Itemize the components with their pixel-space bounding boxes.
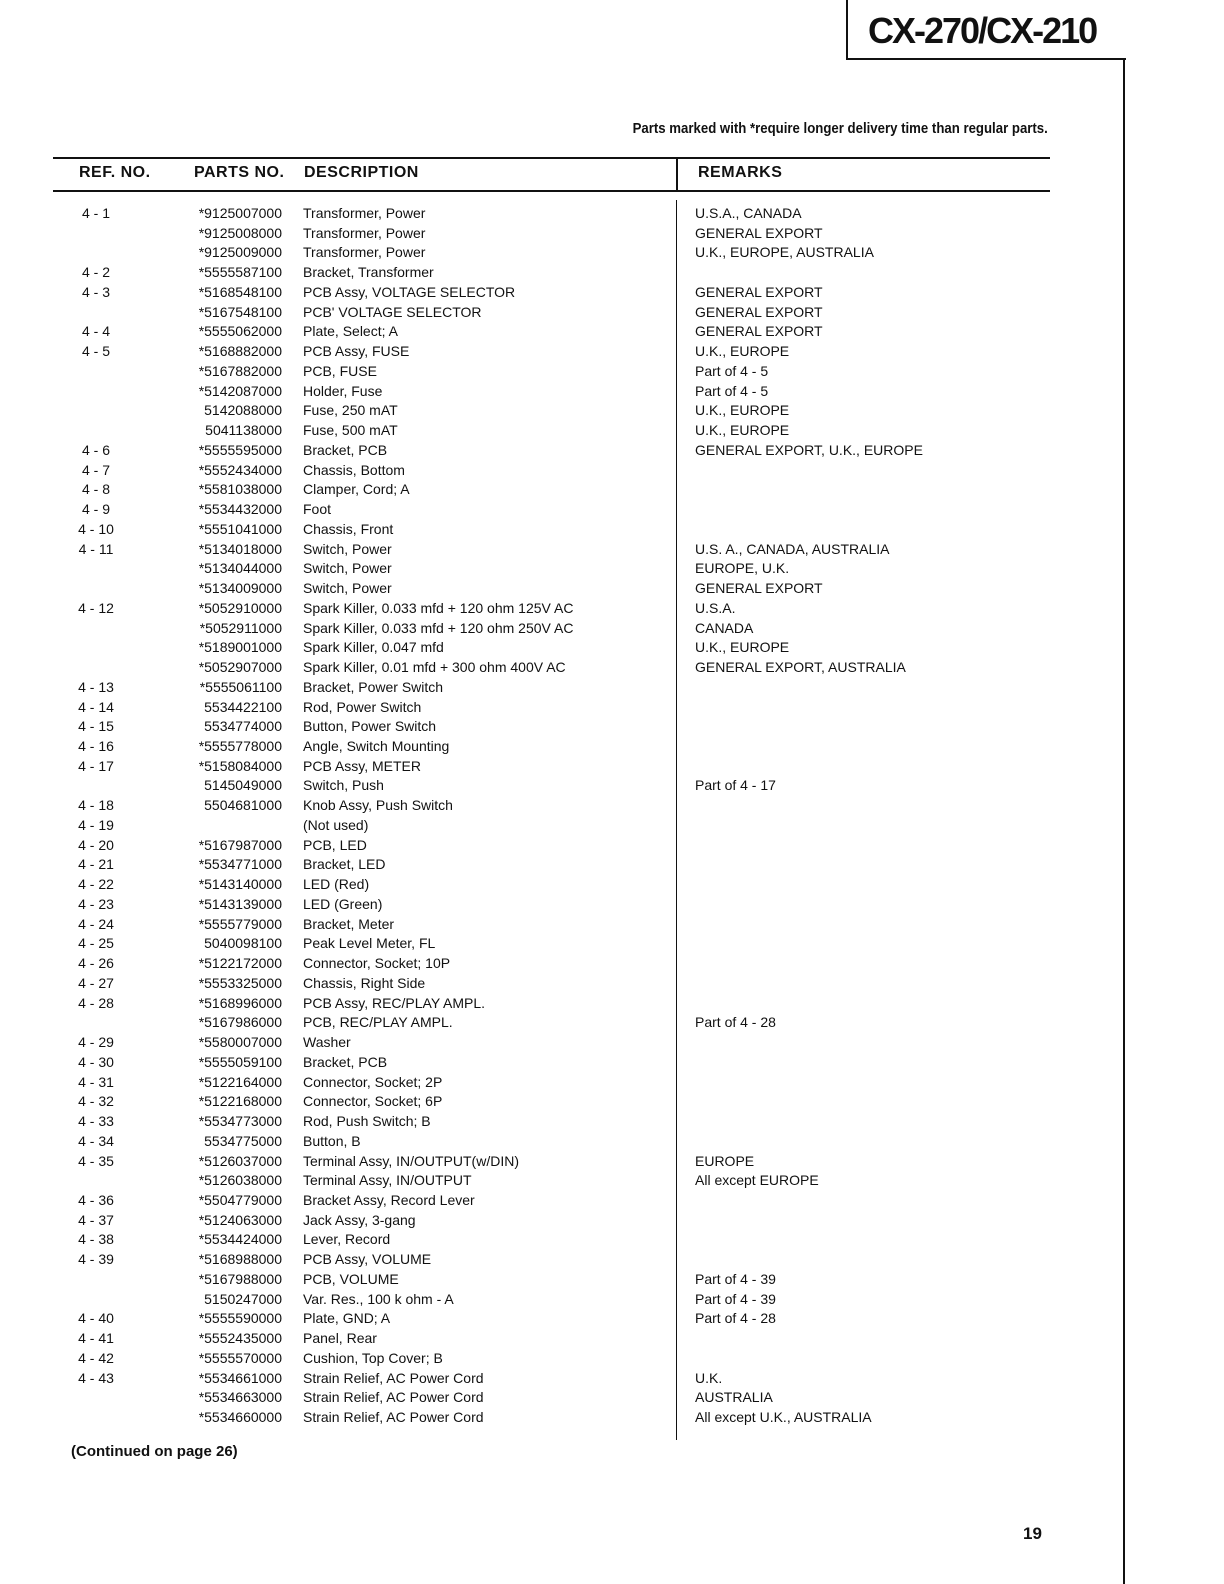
table-row [0,225,1224,245]
description-cell: Connector, Socket; 6P [303,1093,443,1110]
table-row [0,718,1224,738]
table-row [0,1014,1224,1034]
ref-cell: 4 - 43 [78,1369,114,1386]
part-number-cell: *5534773000 [198,1113,282,1130]
ref-cell: 4 - 5 [81,343,110,360]
description-cell: PCB Assy, METER [303,757,421,774]
title-box [846,0,1126,60]
table-row [0,758,1224,778]
description-cell: Connector, Socket; 2P [303,1073,443,1090]
header-part: PARTS NO. [194,164,285,181]
description-cell: PCB, VOLUME [303,1270,399,1287]
table-row [0,264,1224,284]
part-number-cell: *5124063000 [198,1211,282,1228]
ref-cell: 4 - 30 [78,1053,114,1070]
part-number-cell: *5167882000 [198,362,282,379]
table-row [0,1370,1224,1390]
part-number-cell: 5504681000 [204,797,282,814]
ref-cell: 4 - 3 [81,283,110,300]
part-number-cell: *5534424000 [198,1231,282,1248]
table-row [0,422,1224,442]
remarks-cell: U.K. [695,1369,723,1386]
description-cell: Terminal Assy, IN/OUTPUT(w/DIN) [303,1152,519,1169]
ref-cell: 4 - 40 [78,1310,114,1327]
ref-cell: 4 - 23 [78,895,114,912]
header-divider [676,157,678,192]
description-cell: Panel, Rear [303,1330,377,1347]
description-cell: Switch, Power [303,560,392,577]
part-number-cell: *5167987000 [198,836,282,853]
table-row [0,343,1224,363]
ref-cell: 4 - 34 [78,1132,114,1149]
description-cell: Fuse, 500 mAT [303,422,398,439]
description-cell: Chassis, Front [303,520,394,537]
description-cell: Switch, Power [303,540,392,557]
remarks-cell: GENERAL EXPORT [695,303,823,320]
description-cell: (Not used) [303,816,369,833]
ref-cell: 4 - 26 [78,955,114,972]
remarks-cell: Part of 4 - 39 [695,1270,776,1287]
table-row [0,521,1224,541]
part-number-cell: 5534774000 [204,718,282,735]
part-number-cell: *5122164000 [198,1073,282,1090]
part-number-cell: *5167548100 [198,303,282,320]
table-row [0,995,1224,1015]
description-cell: Spark Killer, 0.033 mfd + 120 ohm 250V AC [303,619,574,636]
ref-cell: 4 - 35 [78,1152,114,1169]
table-row [0,1172,1224,1192]
remarks-cell: Part of 4 - 5 [695,382,769,399]
part-number-cell: *5555587100 [198,264,282,281]
description-cell: PCB, LED [303,836,367,853]
table-row [0,935,1224,955]
table-row [0,699,1224,719]
table-row [0,205,1224,225]
description-cell: LED (Red) [303,876,370,893]
part-number-cell: *5167988000 [198,1270,282,1287]
table-row [0,817,1224,837]
part-number-cell: *5052907000 [198,659,282,676]
header-ref: REF. NO. [79,164,151,181]
ref-cell: 4 - 27 [78,974,114,991]
part-number-cell: *5052910000 [198,599,282,616]
table-row [0,1271,1224,1291]
part-number-cell: 5150247000 [204,1290,282,1307]
part-number-cell: *5143140000 [198,876,282,893]
table-row [0,1113,1224,1133]
table-row [0,304,1224,324]
remarks-cell: U.S.A., CANADA [695,205,802,221]
part-number-cell: *5555595000 [198,441,282,458]
part-number-cell: 5145049000 [204,777,282,794]
part-number-cell: *5167986000 [198,1014,282,1031]
table-row [0,1251,1224,1271]
remarks-cell: GENERAL EXPORT, AUSTRALIA [695,659,906,676]
description-cell: Bracket, PCB [303,1053,388,1070]
part-number-cell: *5189001000 [198,639,282,656]
table-row [0,244,1224,264]
part-number-cell: *5534660000 [198,1409,282,1426]
description-cell: Holder, Fuse [303,382,383,399]
ref-cell: 4 - 33 [78,1113,114,1130]
table-row [0,955,1224,975]
description-cell: Angle, Switch Mounting [303,737,450,754]
description-cell: Button, Power Switch [303,718,437,735]
part-number-cell: *5158084000 [198,757,282,774]
part-number-cell: 5040098100 [204,935,282,952]
part-number-cell: *9125008000 [198,224,282,241]
ref-cell: 4 - 18 [78,797,114,814]
ref-cell: 4 - 31 [78,1073,114,1090]
table-row [0,1093,1224,1113]
part-number-cell: *5134009000 [198,580,282,597]
ref-cell: 4 - 4 [81,323,110,340]
ref-cell: 4 - 41 [78,1330,114,1347]
description-cell: Connector, Socket; 10P [303,955,451,972]
description-cell: Bracket, Power Switch [303,678,444,695]
description-cell: Rod, Push Switch; B [303,1113,431,1130]
part-number-cell: *5134044000 [198,560,282,577]
description-cell: Clamper, Cord; A [303,481,410,498]
ref-cell: 4 - 38 [78,1231,114,1248]
description-cell: PCB Assy, VOLTAGE SELECTOR [303,283,516,300]
table-row [0,1231,1224,1251]
part-number-cell: *5126037000 [198,1152,282,1169]
description-cell: Chassis, Bottom [303,461,405,478]
description-cell: Transformer, Power [303,205,426,221]
ref-cell: 4 - 6 [81,441,110,458]
description-cell: Spark Killer, 0.01 mfd + 300 ohm 400V AC [303,659,566,676]
table-header-rule [53,190,1050,192]
ref-cell: 4 - 10 [78,520,114,537]
table-row [0,284,1224,304]
table-row [0,580,1224,600]
description-cell: Transformer, Power [303,244,426,261]
remarks-cell: GENERAL EXPORT, U.K., EUROPE [695,441,923,458]
table-row [0,639,1224,659]
remarks-cell: AUSTRALIA [695,1389,773,1406]
remarks-cell: U.K., EUROPE [695,402,790,419]
ref-cell: 4 - 1 [81,205,110,221]
table-row [0,462,1224,482]
header-remarks: REMARKS [698,164,783,181]
table-row [0,481,1224,501]
ref-cell: 4 - 7 [81,461,110,478]
table-row [0,777,1224,797]
part-number-cell: *5168996000 [198,994,282,1011]
description-cell: Terminal Assy, IN/OUTPUT [303,1172,472,1189]
table-row [0,896,1224,916]
ref-cell: 4 - 24 [78,915,114,932]
description-cell: Bracket, Transformer [303,264,434,281]
remarks-cell: CANADA [695,619,754,636]
ref-cell: 4 - 9 [81,501,110,518]
description-cell: Fuse, 250 mAT [303,402,398,419]
table-row [0,1034,1224,1054]
description-cell: Washer [303,1034,351,1051]
remarks-cell: Part of 4 - 17 [695,777,776,794]
table-row [0,383,1224,403]
table-row [0,323,1224,343]
table-row [0,560,1224,580]
part-number-cell: *5551041000 [198,520,282,537]
table-row [0,916,1224,936]
table-row [0,402,1224,422]
ref-cell: 4 - 16 [78,737,114,754]
table-row [0,876,1224,896]
description-cell: Bracket, Meter [303,915,395,932]
ref-cell: 4 - 28 [78,994,114,1011]
remarks-cell: All except U.K., AUSTRALIA [695,1409,872,1426]
ref-cell: 4 - 13 [78,678,114,695]
part-number-cell: *5143139000 [198,895,282,912]
part-number-cell: *5504779000 [198,1192,282,1208]
remarks-cell: Part of 4 - 28 [695,1014,776,1031]
part-number-cell: *5134018000 [198,540,282,557]
table-row [0,501,1224,521]
table-row [0,837,1224,857]
part-number-cell: *5534661000 [198,1369,282,1386]
ref-cell: 4 - 11 [78,540,114,557]
part-number-cell: *5552435000 [198,1330,282,1347]
table-row [0,1133,1224,1153]
table-row [0,659,1224,679]
description-cell: Strain Relief, AC Power Cord [303,1369,484,1386]
part-number-cell: *5168882000 [198,343,282,360]
ref-cell: 4 - 39 [78,1251,114,1268]
ref-cell: 4 - 22 [78,876,114,893]
description-cell: Strain Relief, AC Power Cord [303,1389,484,1406]
remarks-cell: U.S. A., CANADA, AUSTRALIA [695,540,890,557]
part-number-cell: *9125007000 [198,205,282,221]
ref-cell: 4 - 25 [78,935,114,952]
part-number-cell: *9125009000 [198,244,282,261]
ref-cell: 4 - 29 [78,1034,114,1051]
part-number-cell: 5041138000 [205,422,282,439]
part-number-cell: *5534771000 [198,856,282,873]
ref-cell: 4 - 8 [81,481,110,498]
description-cell: Spark Killer, 0.047 mfd [303,639,444,656]
table-top-rule [53,157,1050,159]
remarks-cell: U.K., EUROPE [695,422,790,439]
header-desc: DESCRIPTION [304,164,419,181]
table-row [0,1291,1224,1311]
description-cell: Bracket Assy, Record Lever [303,1192,475,1208]
description-cell: Foot [303,501,332,518]
description-cell: Bracket, PCB [303,441,388,458]
table-row [0,1192,1224,1212]
part-number-cell: *5168548100 [198,283,282,300]
table-row [0,856,1224,876]
description-cell: Plate, GND; A [303,1310,391,1327]
part-number-cell: *5052911000 [199,619,282,636]
description-cell: PCB' VOLTAGE SELECTOR [303,303,482,320]
description-cell: Chassis, Right Side [303,974,426,991]
table-row [0,541,1224,561]
part-number-cell: *5122168000 [198,1093,282,1110]
ref-cell: 4 - 12 [78,599,114,616]
table-row [0,1212,1224,1232]
part-number-cell: *5555570000 [198,1349,282,1366]
ref-cell: 4 - 14 [78,698,114,715]
description-cell: Lever, Record [303,1231,391,1248]
remarks-cell: EUROPE, U.K. [695,560,790,577]
ref-cell: 4 - 36 [78,1192,114,1208]
table-row [0,1054,1224,1074]
table-row [0,442,1224,462]
table-row [0,1409,1224,1429]
description-cell: PCB Assy, FUSE [303,343,410,360]
remarks-cell: U.K., EUROPE [695,343,790,360]
remarks-cell: All except EUROPE [695,1172,819,1189]
ref-cell: 4 - 32 [78,1093,114,1110]
continued-note: (Continued on page 26) [71,1443,238,1460]
part-number-cell: *5555059100 [198,1053,282,1070]
description-cell: PCB, REC/PLAY AMPL. [303,1014,453,1031]
part-number-cell: *5555062000 [198,323,282,340]
table-row [0,1310,1224,1330]
description-cell: Switch, Power [303,580,392,597]
table-row [0,1389,1224,1409]
part-number-cell: 5534775000 [204,1132,282,1149]
remarks-cell: U.S.A. [695,599,736,616]
table-row [0,1074,1224,1094]
table-row [0,1153,1224,1173]
description-cell: Peak Level Meter, FL [303,935,436,952]
description-cell: PCB, FUSE [303,362,377,379]
table-row [0,1350,1224,1370]
part-number-cell: *5580007000 [198,1034,282,1051]
description-cell: Transformer, Power [303,224,426,241]
description-cell: Var. Res., 100 k ohm - A [303,1290,454,1307]
remarks-cell: GENERAL EXPORT [695,323,823,340]
part-number-cell: *5534663000 [198,1389,282,1406]
part-number-cell: 5534422100 [204,698,282,715]
part-number-cell: 5142088000 [204,402,282,419]
ref-cell: 4 - 20 [78,836,114,853]
ref-cell: 4 - 37 [78,1211,114,1228]
part-number-cell: *5168988000 [198,1251,282,1268]
part-number-cell: *5553325000 [198,974,282,991]
ref-cell: 4 - 17 [78,757,114,774]
page-number: 19 [1023,1524,1042,1543]
ref-cell: 4 - 15 [78,718,114,735]
description-cell: Strain Relief, AC Power Cord [303,1409,484,1426]
part-number-cell: *5122172000 [198,955,282,972]
remarks-cell: U.K., EUROPE [695,639,790,656]
remarks-cell: GENERAL EXPORT [695,283,823,300]
table-row [0,600,1224,620]
description-cell: Button, B [303,1132,361,1149]
table-row [0,738,1224,758]
remarks-cell: EUROPE [695,1152,755,1169]
table-row [0,363,1224,383]
remarks-cell: GENERAL EXPORT [695,224,823,241]
ref-cell: 4 - 42 [78,1349,114,1366]
remarks-cell: Part of 4 - 39 [695,1290,776,1307]
remarks-cell: U.K., EUROPE, AUSTRALIA [695,244,874,261]
ref-cell: 4 - 2 [81,264,110,281]
description-cell: Jack Assy, 3-gang [303,1211,416,1228]
table-row [0,1330,1224,1350]
part-number-cell: *5555778000 [198,737,282,754]
part-number-cell: *5555779000 [198,915,282,932]
delivery-note: Parts marked with *require longer delivery time than regular parts. [632,120,1048,137]
description-cell: Plate, Select; A [303,323,398,340]
description-cell: Cushion, Top Cover; B [303,1349,443,1366]
ref-cell: 4 - 19 [78,816,114,833]
remarks-cell: GENERAL EXPORT [695,580,823,597]
part-number-cell: *5126038000 [198,1172,282,1189]
description-cell: Switch, Push [303,777,384,794]
description-cell: Bracket, LED [303,856,386,873]
part-number-cell: *5142087000 [198,382,282,399]
remarks-cell: Part of 4 - 28 [695,1310,776,1327]
part-number-cell: *5534432000 [198,501,282,518]
ref-cell: 4 - 21 [78,856,114,873]
part-number-cell: *5552434000 [198,461,282,478]
part-number-cell: *5581038000 [198,481,282,498]
table-row [0,620,1224,640]
description-cell: Spark Killer, 0.033 mfd + 120 ohm 125V AC [303,599,574,616]
description-cell: PCB Assy, REC/PLAY AMPL. [303,994,486,1011]
table-row [0,975,1224,995]
description-cell: Knob Assy, Push Switch [303,797,453,814]
part-number-cell: *5555061100 [199,678,282,695]
table-row [0,679,1224,699]
description-cell: Rod, Power Switch [303,698,422,715]
description-cell: LED (Green) [303,895,383,912]
part-number-cell: *5555590000 [198,1310,282,1327]
description-cell: PCB Assy, VOLUME [303,1251,432,1268]
remarks-cell: Part of 4 - 5 [695,362,769,379]
table-row [0,797,1224,817]
page-title: CX-270/CX-210 [868,10,1097,51]
